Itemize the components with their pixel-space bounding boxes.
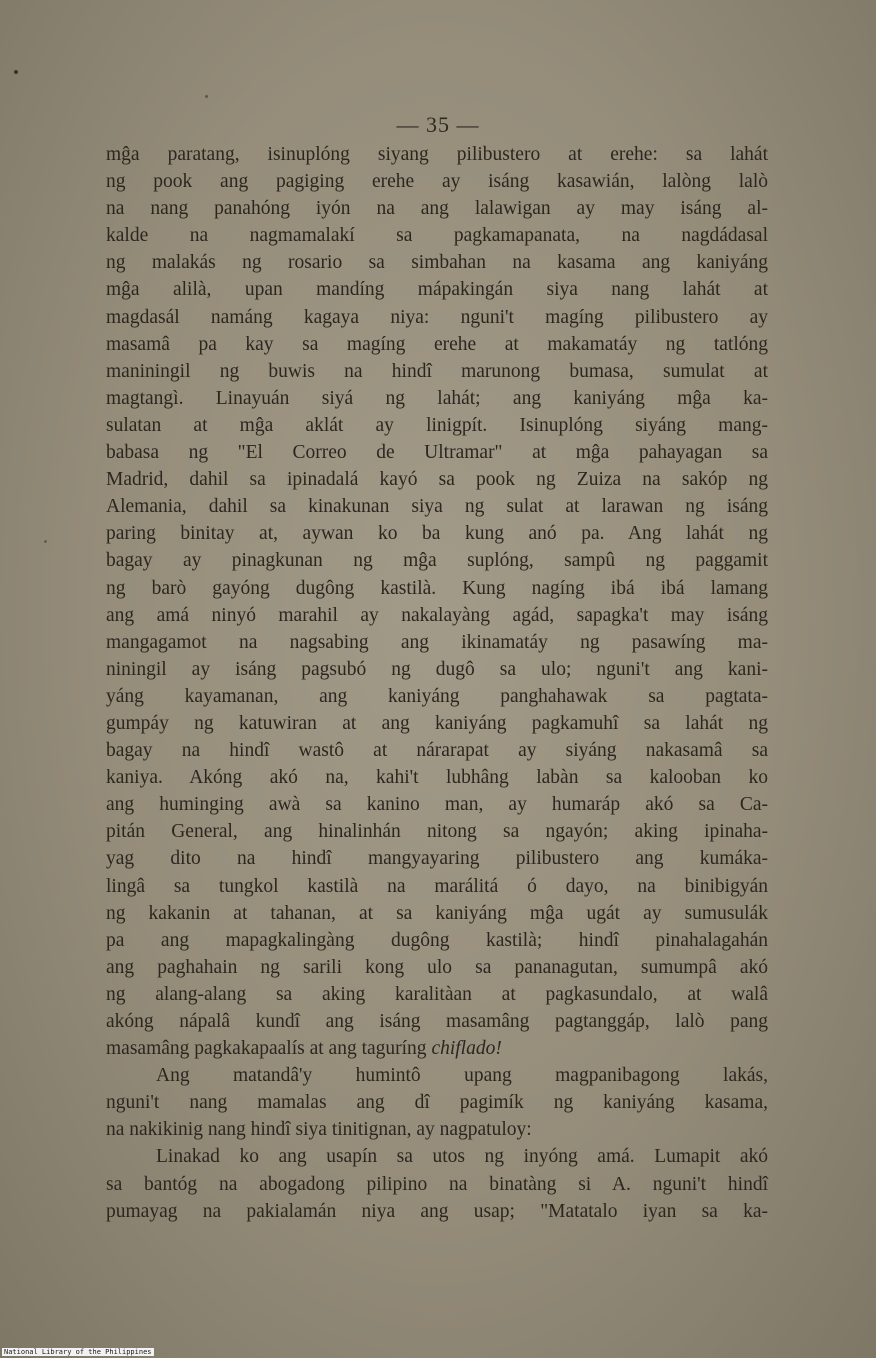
- page-number: — 35 —: [396, 112, 480, 137]
- text-line: ng malakás ng rosario sa simbahan na kasama ang kaniyáng: [106, 252, 768, 274]
- text-line: ng kakanin at tahanan, at sa kaniyáng mĝa ugát ay sumusulák: [106, 902, 768, 924]
- text-line: ang paghahain ng sarili kong ulo sa pananagutan, sumumpâ akó: [106, 956, 768, 978]
- text-line: ng alang-alang sa aking karalitàan at pagkasundalo, at walâ: [106, 983, 768, 1005]
- text-line: na nang panahóng iyón na ang lalawigan ay may isáng al-: [106, 198, 768, 220]
- text-line: magtangì. Linayuán siyá ng lahát; ang kaniyáng mĝa ka-: [106, 387, 768, 409]
- text-line: bagay na hindî wastô at nárarapat ay siyáng nakasamâ sa: [106, 740, 768, 762]
- ink-speck: [205, 95, 208, 98]
- text-line: gumpáy ng katuwiran at ang kaniyáng pagkamuhî sa lahát ng: [106, 712, 768, 734]
- text-line: paring binitay at, aywan ko ba kung anó pa. Ang lahát ng: [106, 523, 768, 545]
- text-line: yáng kayamanan, ang kaniyáng panghahawak sa pagtata-: [106, 685, 768, 707]
- text-line: Linakad ko ang usapín sa utos ng inyóng amá. Lumapit akó: [156, 1146, 768, 1168]
- text-line: yag dito na hindî mangyayaring pilibustero ang kumáka-: [106, 848, 768, 870]
- text-line: nguni't nang mamalas ang dî pagimík ng kaniyáng kasama,: [106, 1092, 768, 1114]
- text-line: masamâ pa kay sa magíng erehe at makamatáy ng tatlóng: [106, 333, 768, 355]
- text-line: bagay ay pinagkunan ng mĝa suplóng, sampû ng paggamit: [106, 550, 768, 572]
- text-line: magdasál namáng kagaya niya: nguni't magíng pilibustero ay: [106, 306, 768, 328]
- text-line: mĝa paratang, isinuplóng siyang pilibustero at erehe: sa lahát: [106, 144, 768, 165]
- text-line: Ang matandâ'y humintô upang magpanibagong lakás,: [156, 1065, 768, 1087]
- text-line: ng barò gayóng dugông kastilà. Kung nagíng ibá ibá lamang: [106, 577, 768, 599]
- library-footer: National Library of the Philippines: [4, 1348, 152, 1356]
- text-line: masamâng pagkakapaalís at ang taguríng chiflado!: [106, 1038, 502, 1060]
- text-line: babasa ng "El Correo de Ultramar" at mĝa pahayagan sa: [106, 442, 768, 464]
- text-line: niningil ay isáng pagsubó ng dugô sa ulo; nguni't ang kani-: [106, 658, 768, 680]
- text-line: mĝa alilà, upan mandíng mápakingán siya nang lahát at: [106, 279, 768, 301]
- text-line: sulatan at mĝa aklát ay linigpít. Isinuplóng siyáng mang-: [106, 414, 768, 436]
- text-line: maniningil ng buwis na hindî marunong bumasa, sumulat at: [106, 360, 768, 382]
- text-line: ng pook ang pagiging erehe ay isáng kasawián, lalòng lalò: [106, 171, 768, 193]
- text-line: kalde na nagmamalakí sa pagkamapanata, na nagdádasal: [106, 225, 768, 247]
- text-line: ang amá ninyó marahil ay nakalayàng agád, sapagka't may isáng: [106, 604, 768, 626]
- text-line: kaniya. Akóng akó na, kahi't lubhâng labàn sa kalooban ko: [106, 767, 768, 789]
- text-line: ang huminging awà sa kanino man, ay humaráp akó sa Ca-: [106, 794, 768, 816]
- text-line: pumayag na pakialamán niya ang usap; "Matatalo iyan sa ka-: [106, 1200, 768, 1222]
- body-text: [106, 141, 768, 1225]
- text-line: sa bantóg na abogadong pilipino na binatàng si A. nguni't hindî: [106, 1173, 768, 1195]
- text-line: akóng nápalâ kundî ang isáng masamâng pagtanggáp, lalò pang: [106, 1011, 768, 1032]
- text-line: Alemania, dahil sa kinakunan siya ng sulat at larawan ng isáng: [106, 496, 768, 518]
- text-line: mangagamot na nagsabing ang ikinamatáy ng pasawíng ma-: [106, 631, 768, 653]
- ink-speck: [14, 70, 18, 74]
- ink-speck: [44, 540, 47, 543]
- text-line: pa ang mapagkalingàng dugông kastilà; hindî pinahalagahán: [106, 929, 768, 951]
- text-line: pitán General, ang hinalinhán nitong sa ngayón; aking ipinaha-: [106, 821, 768, 843]
- text-line: Madrid, dahil sa ipinadalá kayó sa pook ng Zuiza na sakóp ng: [106, 469, 768, 491]
- italic-word: chiflado!: [431, 1038, 502, 1060]
- text-line: na nakikinig nang hindî siya tinitignan, ay nagpatuloy:: [106, 1119, 532, 1141]
- text-line: lingâ sa tungkol kastilà na marálitá ó dayo, na binibigyán: [106, 875, 768, 897]
